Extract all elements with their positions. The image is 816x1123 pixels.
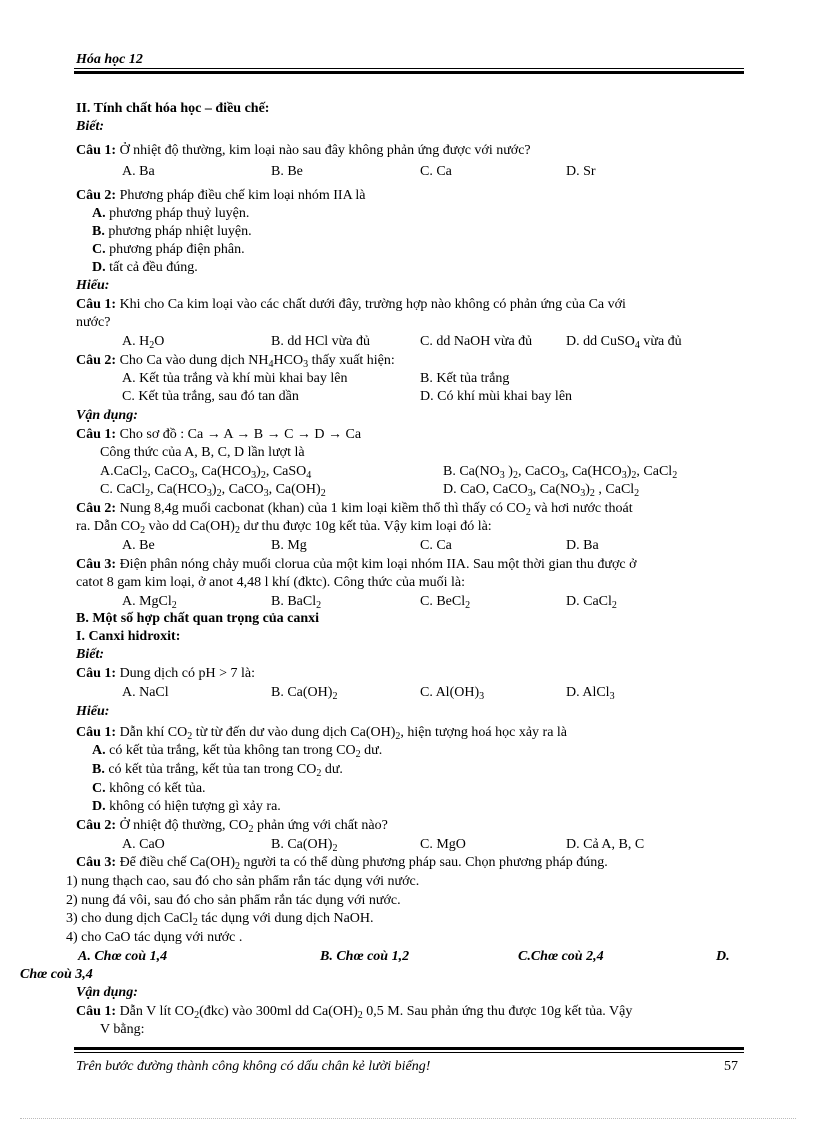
text-run: C. Ca <box>420 164 452 179</box>
text-run: A. MgCl <box>122 594 172 609</box>
subscript: 3 <box>609 691 615 702</box>
answer-option <box>566 593 617 611</box>
answer-option <box>122 593 177 611</box>
text-run: vừa đủ <box>639 334 682 349</box>
text-run: , CaSO <box>265 464 307 479</box>
answer-option <box>420 388 572 406</box>
answer-option <box>320 948 409 966</box>
answer-option <box>122 333 164 351</box>
text-run: , CaCO <box>517 464 560 479</box>
text-run: Cho Ca vào dung dịch NH <box>119 353 269 368</box>
text-run: D. Ba <box>566 538 599 553</box>
text-run: không có hiện tượng gì xảy ra. <box>109 799 281 814</box>
text-run: , Ca(HCO <box>194 464 252 479</box>
text-line <box>92 761 343 779</box>
text-line <box>76 665 255 683</box>
text-line <box>76 314 110 332</box>
answer-option <box>443 463 677 481</box>
subscript: 2 <box>149 340 155 351</box>
footer-rule-thick <box>74 1047 744 1050</box>
emphasis-text: Câu 1: <box>76 666 120 681</box>
subscript: 3 <box>580 488 586 499</box>
text-run: D. Có khí mùi khai bay lên <box>420 389 573 404</box>
answer-option <box>420 836 466 854</box>
emphasis-text: D. <box>92 260 110 275</box>
emphasis-text: C. <box>92 242 110 257</box>
text-run: ) <box>504 464 513 479</box>
text-line <box>92 223 252 241</box>
subscript: 3 <box>251 470 257 481</box>
subscript: 2 <box>465 600 471 611</box>
subscript: 2 <box>316 600 322 611</box>
answer-option <box>420 537 452 555</box>
text-line <box>76 1003 632 1021</box>
text-run: dư. <box>321 762 343 777</box>
text-run: dư. <box>360 743 383 758</box>
text-line <box>76 187 366 205</box>
text-run: có kết tủa trắng, kết tủa không tan trong CO <box>109 743 356 758</box>
text-line <box>76 500 633 518</box>
text-run: D. Cả A, B, C <box>566 837 645 852</box>
emphasis-text: Câu 3: <box>76 855 120 870</box>
answer-option <box>271 537 307 555</box>
text-run: , CaCO <box>147 464 190 479</box>
subscript: 2 <box>194 1010 200 1021</box>
text-run: O <box>154 334 165 349</box>
answer-option <box>271 163 303 181</box>
subscript: 3 <box>263 488 269 499</box>
answer-option <box>122 388 299 406</box>
subscript: 3 <box>621 470 627 481</box>
emphasis-text: II. Tính chất hóa học – điều chế: <box>76 101 270 116</box>
text-line <box>76 724 567 742</box>
emphasis-text: Câu 1: <box>76 1004 120 1019</box>
emphasis-text: A. <box>92 743 110 758</box>
subscript: 4 <box>306 470 312 481</box>
text-run: V bằng: <box>100 1022 145 1037</box>
text-run: phương pháp thuỷ luyện. <box>109 206 250 221</box>
text-run: C. Al(OH) <box>420 685 480 700</box>
page-bottom-edge <box>20 1118 796 1119</box>
subscript: 2 <box>357 1010 363 1021</box>
emphasis-text: Câu 1: <box>76 725 120 740</box>
subscript: 2 <box>634 488 640 499</box>
subscript: 2 <box>235 861 241 872</box>
emphasis-text: A. <box>92 206 110 221</box>
subscript: 3 <box>189 470 195 481</box>
text-run: C. CaCl <box>100 482 146 497</box>
subscript: 3 <box>559 470 565 481</box>
emphasis-text: D. <box>92 799 110 814</box>
emphasis-text: Hiểu: <box>76 278 110 293</box>
subscript: 2 <box>260 470 266 481</box>
text-run: Dẫn V lít CO <box>119 1004 195 1019</box>
answer-option <box>100 463 311 481</box>
text-run: 3) cho dung dịch CaCl <box>66 911 193 926</box>
text-line <box>76 646 104 664</box>
answer-option <box>122 836 165 854</box>
answer-option <box>122 370 348 388</box>
subscript: 2 <box>234 525 240 536</box>
text-line <box>76 426 361 444</box>
emphasis-text: B. Chœ coù 1,2 <box>320 949 410 964</box>
text-run: từ từ đến dư vào dung dịch Ca(OH) <box>192 725 396 740</box>
answer-option <box>420 684 484 702</box>
text-run: C. Ca <box>420 538 452 553</box>
answer-option <box>716 948 730 966</box>
text-run: C. Kết tủa trắng, sau đó tan dần <box>122 389 299 404</box>
emphasis-text: B. <box>92 762 109 777</box>
emphasis-text: B. Một số hợp chất quan trọng của canxi <box>76 611 320 626</box>
subscript: 3 <box>206 488 212 499</box>
subscript: 4 <box>268 359 274 370</box>
text-run: Dung dịch có pH > 7 là: <box>119 666 255 681</box>
answer-option <box>566 836 644 854</box>
text-line <box>100 1021 144 1039</box>
answer-option <box>420 163 452 181</box>
text-run: phương pháp nhiệt luyện. <box>108 224 252 239</box>
text-run: Điện phân nóng chảy muối clorua của một kim loại nhóm IIA. Sau một thời gian thu được ở <box>119 557 637 572</box>
subscript: 2 <box>512 470 518 481</box>
text-run: 4) cho CaO tác dụng với nước . <box>66 930 243 945</box>
text-run: có kết tủa trắng, kết tủa tan trong CO <box>108 762 317 777</box>
text-run: A. H <box>122 334 150 349</box>
header-rule-thin <box>74 68 744 69</box>
answer-option <box>122 163 155 181</box>
emphasis-text: Biết: <box>76 119 104 134</box>
text-line <box>76 277 109 295</box>
text-run: B. Mg <box>271 538 307 553</box>
subscript: 2 <box>395 731 401 742</box>
text-line <box>76 407 138 425</box>
text-run: ra. Dẫn CO <box>76 519 141 534</box>
text-run: 0,5 M. Sau phản ứng thu được 10g kết tủa. Vậy <box>362 1004 633 1019</box>
text-line <box>76 100 269 118</box>
text-run: ) <box>211 482 217 497</box>
text-run: 1) nung thạch cao, sau đó cho sản phẩm rắn tác dụng với nước. <box>66 874 420 889</box>
text-run: B. Be <box>271 164 303 179</box>
text-run: A. Be <box>122 538 155 553</box>
subscript: 4 <box>634 340 640 351</box>
text-run: vào dd Ca(OH) <box>145 519 235 534</box>
subscript: 3 <box>303 359 309 370</box>
text-run: ) <box>585 482 590 497</box>
answer-option <box>122 537 155 555</box>
answer-option <box>443 481 639 499</box>
text-run: B. Ca(OH) <box>271 837 333 852</box>
emphasis-text: C.Chœ coù 2,4 <box>518 949 604 964</box>
subscript: 3 <box>499 470 505 481</box>
text-line <box>76 984 138 1002</box>
text-run: 2) nung đá vôi, sau đó cho sản phẩm rắn tác dụng với nước. <box>66 893 401 908</box>
text-run: , CaCl <box>636 464 673 479</box>
text-run: , Ca(OH) <box>268 482 321 497</box>
text-run: , CaCO <box>221 482 264 497</box>
text-run: B. dd HCl vừa đủ <box>271 334 370 349</box>
answer-option <box>566 333 682 351</box>
subscript: 3 <box>527 488 533 499</box>
emphasis-text: Câu 1: <box>76 427 120 442</box>
subscript: 2 <box>611 600 617 611</box>
subscript: 2 <box>192 917 198 928</box>
text-run: D. AlCl <box>566 685 610 700</box>
text-line <box>92 205 249 223</box>
subscript: 2 <box>216 488 222 499</box>
text-run: nước? <box>76 315 111 330</box>
text-run: A. Ba <box>122 164 155 179</box>
emphasis-text: Vận dụng: <box>76 985 138 1000</box>
text-run: ) <box>256 464 261 479</box>
footer-rule-thin <box>74 1052 744 1053</box>
answer-option <box>100 481 326 499</box>
text-line <box>92 780 206 798</box>
emphasis-text: Câu 2: <box>76 818 120 833</box>
emphasis-text: B. <box>92 224 109 239</box>
text-line <box>76 118 104 136</box>
text-run: không có kết tủa. <box>109 781 206 796</box>
emphasis-text: Chœ coù 3,4 <box>20 967 93 982</box>
text-line <box>92 259 198 277</box>
subscript: 2 <box>672 470 678 481</box>
text-run: , Ca(HCO <box>150 482 207 497</box>
subscript: 2 <box>525 507 531 518</box>
text-run: Nung 8,4g muối cacbonat (khan) của 1 kim loại kiềm thổ thì thấy có CO <box>119 501 526 516</box>
text-run: ) <box>626 464 632 479</box>
text-run: D. CaO, CaCO <box>443 482 528 497</box>
subscript: 2 <box>142 470 148 481</box>
subscript: 2 <box>140 525 146 536</box>
page-number: 57 <box>724 1059 738 1074</box>
text-line <box>76 628 180 646</box>
emphasis-text: Hiểu: <box>76 704 110 719</box>
emphasis-text: Câu 1: <box>76 297 120 312</box>
emphasis-text: A. Chœ coù 1,4 <box>78 949 168 964</box>
text-run: C. MgO <box>420 837 466 852</box>
answer-option <box>271 593 321 611</box>
text-run: Ở nhiệt độ thường, CO <box>119 818 249 833</box>
text-line <box>100 444 305 462</box>
answer-option <box>420 593 470 611</box>
answer-option <box>518 948 604 966</box>
text-run: tất cả đều đúng. <box>109 260 198 275</box>
text-run: , hiện tượng hoá học xảy ra là <box>400 725 568 740</box>
text-line <box>76 518 492 536</box>
answer-option <box>420 333 532 351</box>
text-line <box>76 574 465 592</box>
text-run: A.CaCl <box>100 464 143 479</box>
text-run: C. dd NaOH vừa đủ <box>420 334 533 349</box>
text-run: (đkc) vào 300ml dd Ca(OH) <box>199 1004 358 1019</box>
text-run: phản ứng với chất nào? <box>253 818 388 833</box>
text-line <box>66 892 401 910</box>
subscript: 2 <box>316 768 322 779</box>
answer-option <box>566 537 599 555</box>
text-run: catot 8 gam kim loại, ở anot 4,48 l khí (đktc). Công thức của muối là: <box>76 575 466 590</box>
text-run: , CaCl <box>594 482 635 497</box>
subscript: 2 <box>332 843 338 854</box>
subscript: 2 <box>145 488 151 499</box>
answer-option <box>78 948 167 966</box>
subscript: 2 <box>355 749 361 760</box>
text-line <box>66 873 419 891</box>
emphasis-text: Biết: <box>76 647 104 662</box>
emphasis-text: Vận dụng: <box>76 408 138 423</box>
text-run: tác dụng với dung dịch NaOH. <box>197 911 374 926</box>
emphasis-text: Câu 2: <box>76 188 120 203</box>
header-rule-thick <box>74 71 744 74</box>
text-run: D. Sr <box>566 164 596 179</box>
text-run: B. BaCl <box>271 594 317 609</box>
text-line <box>92 241 245 259</box>
answer-option <box>122 684 169 702</box>
text-line <box>76 703 109 721</box>
text-run: người ta có thể dùng phương pháp sau. Chọn phương pháp đúng. <box>240 855 608 870</box>
text-line <box>66 910 374 928</box>
text-line <box>76 296 626 314</box>
text-line <box>66 929 242 947</box>
text-run: B. Ca(NO <box>443 464 500 479</box>
text-run: D. dd CuSO <box>566 334 635 349</box>
text-run: A. Kết tủa trắng và khí mùi khai bay lên <box>122 371 348 386</box>
answer-option <box>566 163 596 181</box>
emphasis-text: C. <box>92 781 110 796</box>
text-line <box>76 142 531 160</box>
text-line <box>92 798 281 816</box>
subscript: 2 <box>631 470 637 481</box>
text-run: và hơi nước thoát <box>530 501 633 516</box>
answer-option <box>566 684 615 702</box>
text-run: HCO <box>273 353 304 368</box>
text-run: Dẫn khí CO <box>119 725 188 740</box>
text-run: dư thu được 10g kết tủa. Vậy kim loại đó là: <box>239 519 492 534</box>
text-line <box>20 966 93 984</box>
text-run: , Ca(HCO <box>564 464 622 479</box>
text-line <box>76 610 319 628</box>
text-line <box>92 742 382 760</box>
emphasis-text: Câu 3: <box>76 557 120 572</box>
text-run: Ở nhiệt độ thường, kim loại nào sau đây không phản ứng được với nước? <box>119 143 531 158</box>
text-run: phương pháp điện phân. <box>109 242 245 257</box>
text-run: B. Ca(OH) <box>271 685 333 700</box>
subscript: 2 <box>171 600 177 611</box>
footer-motto: Trên bước đường thành công không có dấu chân kẻ lười biếng! <box>76 1059 431 1074</box>
emphasis-text: Câu 1: <box>76 143 120 158</box>
text-run: B. Kết tủa trắng <box>420 371 510 386</box>
answer-option <box>420 370 509 388</box>
page-header-title: Hóa học 12 <box>76 52 143 67</box>
text-line <box>76 854 608 872</box>
text-run: Khi cho Ca kim loại vào các chất dưới đây, trường hợp nào không có phản ứng của Ca với <box>119 297 626 312</box>
text-run: Phương pháp điều chế kim loại nhóm IIA là <box>119 188 366 203</box>
text-run: D. CaCl <box>566 594 612 609</box>
emphasis-text: I. Canxi hidroxit: <box>76 629 181 644</box>
subscript: 3 <box>479 691 485 702</box>
text-run: thấy xuất hiện: <box>308 353 395 368</box>
subscript: 2 <box>589 488 595 499</box>
subscript: 2 <box>187 731 193 742</box>
subscript: 2 <box>320 488 326 499</box>
text-line <box>76 556 637 574</box>
text-run: C. BeCl <box>420 594 466 609</box>
emphasis-text: D. <box>716 949 730 964</box>
text-run: A. CaO <box>122 837 165 852</box>
text-run: A. NaCl <box>122 685 169 700</box>
answer-option <box>271 333 370 351</box>
subscript: 2 <box>248 824 254 835</box>
answer-option <box>271 684 337 702</box>
text-run: Cho sơ đồ : Ca → A → B → C → D → Ca <box>119 427 362 442</box>
answer-option <box>271 836 337 854</box>
text-run: Để điều chế Ca(OH) <box>119 855 236 870</box>
subscript: 2 <box>332 691 338 702</box>
text-run: , Ca(NO <box>532 482 581 497</box>
text-line <box>76 352 395 370</box>
text-line <box>76 817 388 835</box>
emphasis-text: Câu 2: <box>76 353 120 368</box>
emphasis-text: Câu 2: <box>76 501 120 516</box>
text-run: Công thức của A, B, C, D lần lượt là <box>100 445 305 460</box>
